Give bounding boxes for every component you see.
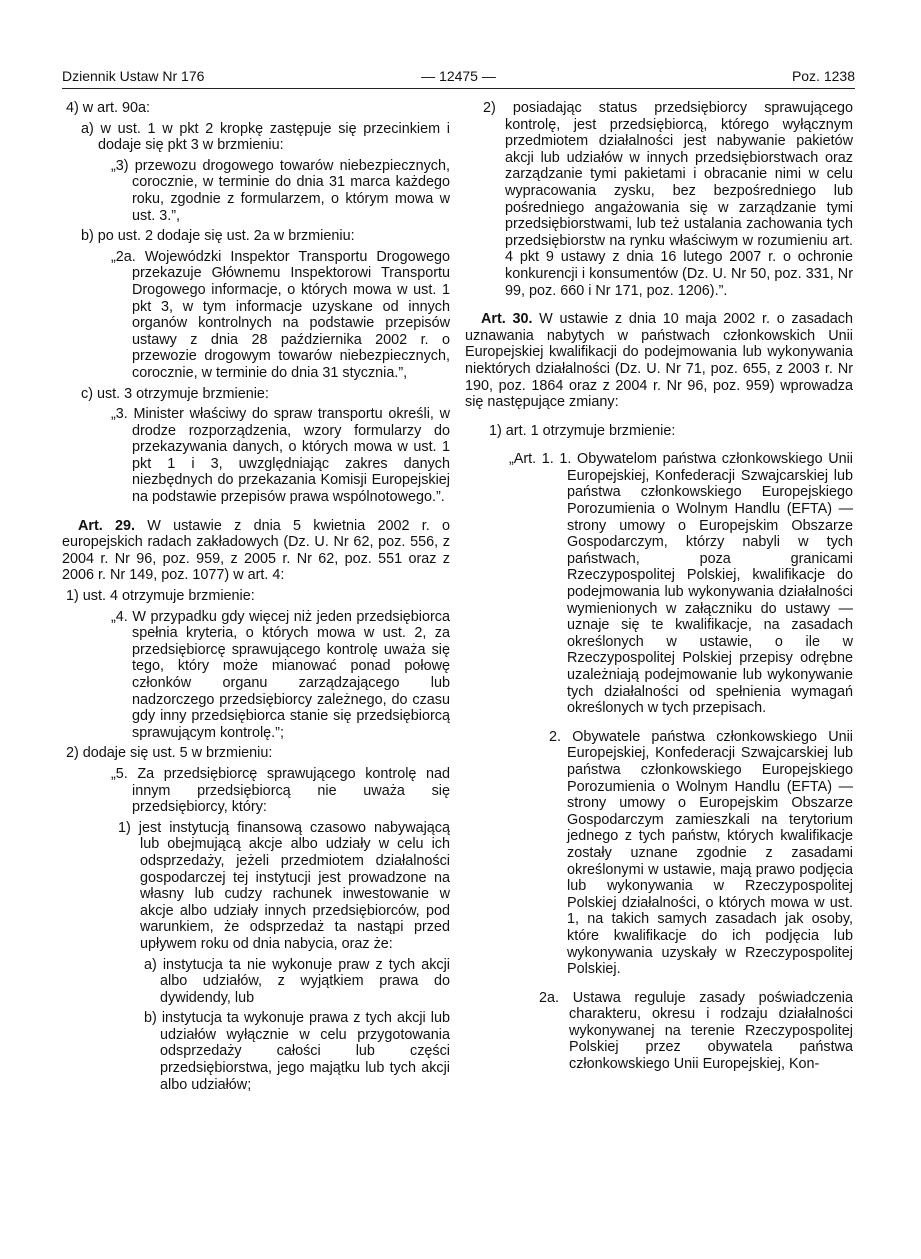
right-column-paragraph bbox=[549, 729, 853, 978]
paragraph-text: a) w ust. 1 w pkt 2 kropkę zastępuje się przecinkiem i dodaje się pkt 3 w brzmieniu: bbox=[81, 120, 450, 154]
paragraph-text: 2) posiadając status przedsiębiorcy sprawującego kontrolę, jest przedsiębiorcą, którego wyłącznym przedmiotem działalności jest nabywanie pakietów akcji lub udziałów w innych przedsiębiorstwach oraz zarządzanie tymi pakietami i obracanie nimi w celu wypracowania zysku, bez bezpośredniego lub pośredniego angażowania się w zarządzanie tymi przedsiębiorstwami, lub też ustalania zachowania tych przedsiębiorstw na rynku właściwym w rozumieniu art. 4 pkt 9 ustawy z dnia 16 lutego 2007 r. o ochronie konkurencji i konsumentów (Dz. U. Nr 50, poz. 331, Nr 99, poz. 660 i Nr 171, poz. 1206).”. bbox=[483, 100, 853, 299]
left-column-paragraph bbox=[90, 406, 450, 506]
paragraph-text: 4) w art. 90a: bbox=[66, 100, 150, 116]
left-column-paragraph bbox=[118, 820, 450, 953]
paragraph-text: „4. W przypadku gdy więcej niż jeden przedsiębiorca spełnia kryteria, o których mowa w ust. 2, za przedsiębiorcę sprawującego kontrolę uważa się tego, który może mianować ponad połowę członków organu zarządzającego lub nadzorczego przedsiębiorcy zależnego, do czasu gdy inny przedsiębiorca stanie się przedsiębiorcą sprawującym kontrolę.”; bbox=[111, 608, 450, 741]
paragraph-text: „3) przewozu drogowego towarów niebezpiecznych, corocznie, w terminie do dnia 31 marca każdego roku, zgodnie z formularzem, o którym mowa w ust. 3.”, bbox=[111, 157, 450, 224]
left-column-paragraph bbox=[62, 518, 450, 584]
left-column-paragraph bbox=[78, 228, 450, 245]
left-column-paragraph bbox=[144, 957, 450, 1007]
left-column-paragraph bbox=[90, 766, 450, 816]
paragraph-text: „Art. 1. 1. Obywatelom państwa członkowskiego Unii Europejskiej, Konfederacji Szwajcarskiej lub państwa członkowskiego Europejskiego Porozumienia o Wolnym Handlu (EFTA) — strony umowy o Europejskim Obszarze Gospodarczym, którzy nabyli w tych państwach, poza granicami Rzeczypospolitej Polskiej, kwalifikacje do podejmowania lub wykonywania działalności wymienionych w załączniku do ustawy — uznaje się te kwalifikacje, na zasadach określonych w ustawie, o ile w Rzeczypospolitej Polskiej przepisy odrębne uzależniają podejmowanie lub wykonywanie tych działalności od spełnienia wymagań określonych w tych przepisach. bbox=[509, 451, 853, 717]
paragraph-text: c) ust. 3 otrzymuje brzmienie: bbox=[81, 385, 269, 402]
left-column-paragraph bbox=[62, 588, 450, 605]
right-column-paragraph bbox=[465, 423, 853, 440]
paragraph-text: W ustawie z dnia 10 maja 2002 r. o zasadach uznawania nabytych w państwach członkowskich Unii Europejskiej kwalifikacji do podejmowania lub wykonywania niektórych działalności (Dz. U. Nr 71, poz. 655, z 2003 r. Nr 190, poz. 1864 oraz z 2004 r. Nr 96, poz. 959) wprowadza się następujące zmiany: bbox=[465, 311, 853, 411]
left-column-paragraph bbox=[90, 158, 450, 224]
paragraph-text: 1) ust. 4 otrzymuje brzmienie: bbox=[66, 588, 255, 605]
right-column-paragraph bbox=[489, 451, 853, 717]
right-column-paragraph bbox=[465, 311, 853, 411]
right-column-paragraph bbox=[483, 100, 853, 299]
journal-title: Dziennik Ustaw Nr 176 bbox=[62, 68, 205, 84]
left-column-paragraph bbox=[90, 249, 450, 382]
paragraph-text: 2. Obywatele państwa członkowskiego Unii Europejskiej, Konfederacji Szwajcarskiej lub państwa członkowskiego Europejskiego Porozumienia o Wolnym Handlu (EFTA) — strony umowy o Europejskim Obszarze Gospodarczym zamieszkali na terytorium jednego z tych państw, których kwalifikacje zostały uznane zgodnie z zasadami określonymi w ustawie, mają prawo podjęcia lub wykonywania w Rzeczypospolitej Polskiej działalności, o których mowa w ust. 1, na takich samych zasadach jak osoby, które kwalifikacje do ich podjęcia lub wykonywania uzyskały w Rzeczypospolitej Polskiej. bbox=[549, 728, 853, 978]
left-column-paragraph bbox=[78, 386, 450, 403]
paragraph-text: a) instytucja ta nie wykonuje praw z tych akcji albo udziałów, z wyjątkiem prawa do dywidendy, lub bbox=[144, 956, 450, 1006]
paragraph-text: W ustawie z dnia 5 kwietnia 2002 r. o europejskich radach zakładowych (Dz. U. Nr 62, poz. 556, z 2004 r. Nr 96, poz. 959, z 2005 r. Nr 62, poz. 551 oraz z 2006 r. Nr 149, poz. 1077) w art. 4: bbox=[62, 517, 450, 584]
paragraph-text: „5. Za przedsiębiorcę sprawującego kontrolę nad innym przedsiębiorcą nie uważa się przedsiębiorcy, który: bbox=[111, 765, 450, 816]
left-column-paragraph bbox=[62, 745, 450, 762]
paragraph-text: „3. Minister właściwy do spraw transportu określi, w drodze rozporządzenia, wzory formularzy do przekazywania danych, o których mowa w ust. 1 pkt 1 i 3, uwzględniając zakres danych niezbędnych do przekazania Komisji Europejskiej na podstawie przepisów prawa wspólnotowego.”. bbox=[111, 406, 450, 506]
left-column-paragraph bbox=[90, 609, 450, 742]
paragraph-text: 2a. Ustawa reguluje zasady poświadczenia charakteru, okresu i rodzaju działalności wykonywanej na terenie Rzeczypospolitej Polskiej przez obywatela państwa członkowskiego Unii Europejskiej, Kon- bbox=[539, 989, 853, 1073]
paragraph-text: 1) art. 1 otrzymuje brzmienie: bbox=[489, 422, 676, 439]
position-number: Poz. 1238 bbox=[791, 68, 855, 84]
paragraph-text: 2) dodaje się ust. 5 w brzmieniu: bbox=[66, 745, 273, 762]
paragraph-text: b) po ust. 2 dodaje się ust. 2a w brzmieniu: bbox=[81, 228, 355, 245]
left-column bbox=[62, 100, 450, 1093]
right-column-paragraph bbox=[539, 990, 853, 1073]
paragraph-text: „2a. Wojewódzki Inspektor Transportu Drogowego przekazuje Głównemu Inspektorowi Transportu Drogowego informacje, o których mowa w ust. 1 pkt 3, w tym informacje uzyskane od innych organów kontrolnych na podstawie przepisów ustawy z dnia 28 października 2002 r. o przewozie drogowym towarów niebezpiecznych, corocznie, w terminie do dnia 31 stycznia.”, bbox=[111, 248, 450, 381]
article-number: Art. 29. bbox=[78, 517, 136, 534]
left-column-paragraph bbox=[78, 121, 450, 154]
left-column-paragraph bbox=[62, 100, 450, 117]
article-number: Art. 30. bbox=[481, 311, 533, 328]
page-header bbox=[62, 66, 855, 89]
paragraph-text: 1) jest instytucją finansową czasowo nabywającą lub obejmującą akcje albo udziały w celu ich odsprzedaży, jeżeli przedmiotem działalności gospodarczej tej instytucji jest prowadzone na własny lub cudzy rachunek inwestowanie w akcje albo udziały innych przedsiębiorców, pod warunkiem, że odsprzedaż ta nastąpi przed upływem roku od dnia nabycia, oraz że: bbox=[118, 819, 450, 952]
left-column-paragraph bbox=[144, 1010, 450, 1093]
paragraph-text: b) instytucja ta wykonuje prawa z tych akcji lub udziałów wyłącznie w celu przygotowania odsprzedaży całości lub części przedsiębiorstwa, jego majątku lub tych akcji albo udziałów; bbox=[144, 1010, 450, 1093]
page-number: — 12475 — bbox=[421, 68, 496, 84]
right-column bbox=[465, 100, 853, 1073]
